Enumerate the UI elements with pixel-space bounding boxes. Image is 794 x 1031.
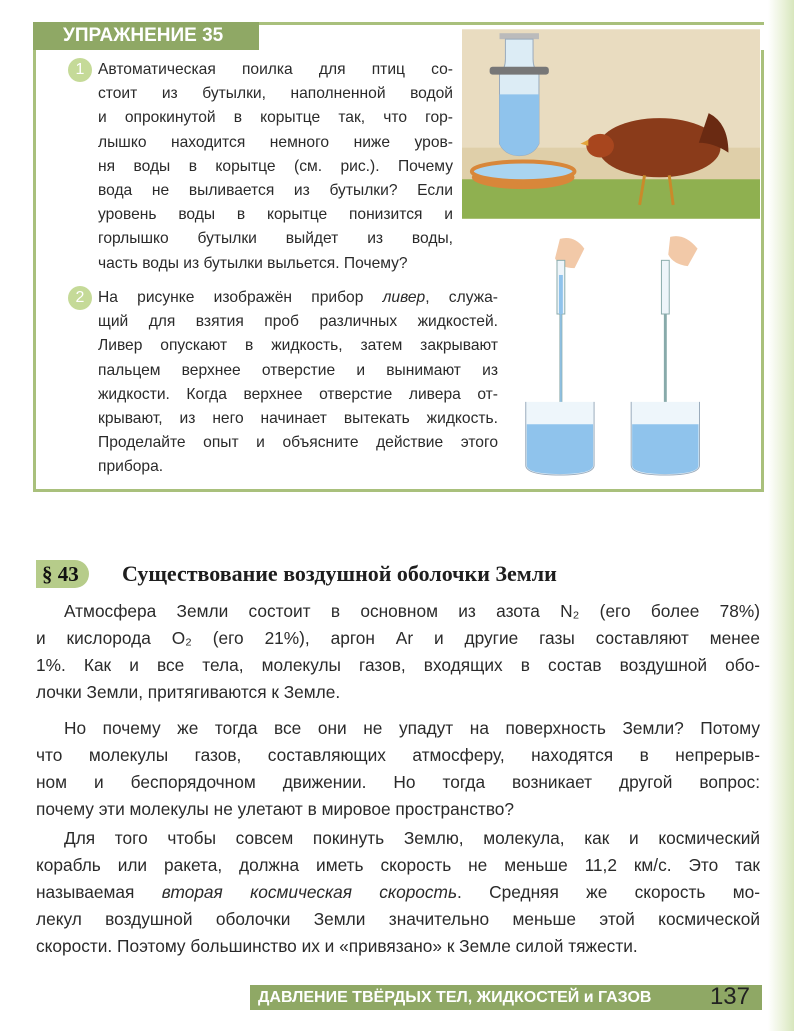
text-line: Автоматическая поилка для птиц со- bbox=[98, 61, 453, 78]
text-line: уровень воды в корытце понизится и bbox=[98, 206, 453, 224]
page-number: 137 bbox=[709, 983, 750, 1010]
text-line: ня воды в корытце (см. рис.). Почему bbox=[98, 157, 453, 175]
paragraph-3 bbox=[36, 825, 760, 960]
section-number-badge: § 43 bbox=[36, 560, 89, 588]
page-footer bbox=[250, 985, 762, 1010]
exercise-title: УПРАЖНЕНИЕ 35 bbox=[33, 22, 259, 50]
text-line: лочки Земли, притягиваются к Земле. bbox=[36, 682, 341, 702]
chapter-title: ДАВЛЕНИЕ ТВЁРДЫХ ТЕЛ, ЖИДКОСТЕЙ и ГАЗОВ bbox=[258, 989, 652, 1006]
text-line: часть воды из бутылки выльется. Почему? bbox=[98, 254, 408, 272]
text-line: скорости. Поэтому большинство их и «привязано» к Земле силой тяжести. bbox=[36, 936, 638, 956]
page-edge bbox=[768, 0, 794, 1031]
text-line: стоит из бутылки, наполненной водой bbox=[98, 85, 453, 103]
text-line: Для того чтобы совсем покинуть Землю, молекула, как и космический bbox=[64, 828, 760, 848]
text-line: 1%. Как и все тела, молекулы газов, входящих в состав воздушной обо- bbox=[36, 655, 760, 675]
text-line: лекул воздушной оболочки Земли значительно меньше этой космической bbox=[36, 909, 760, 929]
section-title: Существование воздушной оболочки Земли bbox=[122, 561, 557, 586]
bird-waterer-illustration bbox=[462, 28, 760, 220]
task-number-1: 1 bbox=[68, 58, 92, 82]
text-line: вода не выливается из бутылки? Если bbox=[98, 182, 453, 200]
text-line: почему эти молекулы не улетают в мировое пространство? bbox=[36, 799, 515, 819]
text-line: прибора. bbox=[98, 458, 164, 476]
text-line: и кислорода O₂ (его 21%), аргон Ar и другие газы составляют менее bbox=[36, 628, 760, 648]
text-line: корабль или ракета, должна иметь скорость не меньше 11,2 км/с. Это так bbox=[36, 855, 760, 875]
text-line: называемая вторая космическая скорость. Средняя же скорость мо- bbox=[36, 882, 760, 902]
text-line: пальцем верхнее отверстие и вынимают из bbox=[98, 361, 498, 379]
text-line: ном и беспорядочном движении. Но тогда возникает другой вопрос: bbox=[36, 772, 760, 792]
text-line: Проделайте опыт и объясните действие этого bbox=[98, 434, 498, 452]
text-line: и опрокинутой в корытце так, что гор- bbox=[98, 109, 453, 127]
pipette-illustration bbox=[516, 228, 760, 482]
text-line: жидкости. Когда верхнее отверстие ливера от- bbox=[98, 385, 498, 403]
text-line: Атмосфера Земли состоит в основном из азота N₂ (его более 78%) bbox=[64, 601, 760, 621]
text-line: горлышко бутылки выйдет из воды, bbox=[98, 230, 453, 248]
text-line: Но почему же тогда все они не упадут на поверхность Земли? Потому bbox=[64, 718, 760, 738]
task-2-text bbox=[98, 286, 498, 480]
text-line: что молекулы газов, составляющих атмосферу, находятся в непрерыв- bbox=[36, 745, 760, 765]
task-number-2: 2 bbox=[68, 286, 92, 310]
text-line: крывают, из него начинает вытекать жидкость. bbox=[98, 410, 498, 428]
text-line: щий для взятия проб различных жидкостей. bbox=[98, 313, 498, 331]
exercise-box-top-border bbox=[259, 22, 764, 25]
task-1-text bbox=[98, 58, 453, 276]
text-line: лышко находится немного ниже уров- bbox=[98, 133, 453, 151]
text-line: Ливер опускают в жидкость, затем закрывают bbox=[98, 337, 498, 355]
paragraph-1 bbox=[36, 598, 760, 706]
text-line: На рисунке изображён прибор ливер, служа- bbox=[98, 289, 498, 306]
paragraph-2 bbox=[36, 715, 760, 823]
